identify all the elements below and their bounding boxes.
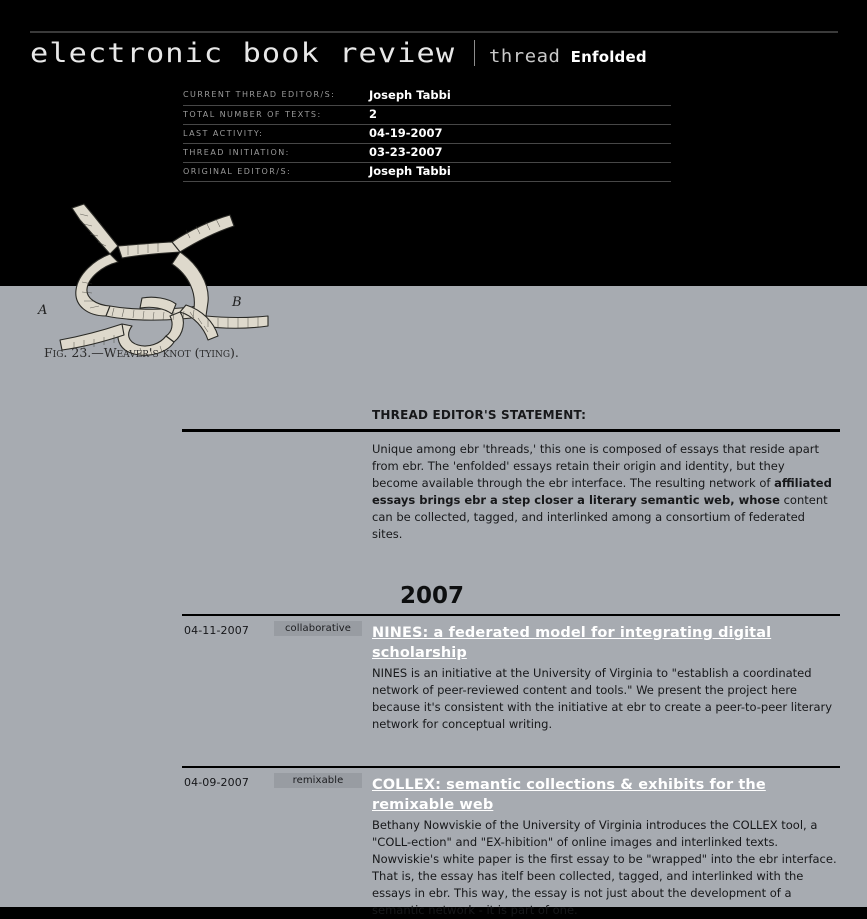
statement-body <box>372 432 832 543</box>
entry-main <box>372 774 840 919</box>
meta-value: 03-23-2007 <box>369 143 671 162</box>
entry-date: 04-09-2007 <box>184 776 249 789</box>
figure-caption: Fig. 23.—Weaver's knot (tying). <box>44 345 239 360</box>
site-logotype[interactable]: electronic book review <box>30 38 456 69</box>
entry-main <box>372 622 840 733</box>
meta-value: 04-19-2007 <box>369 124 671 143</box>
meta-label: TOTAL NUMBER OF TEXTS: <box>183 105 369 124</box>
masthead-divider <box>474 40 475 66</box>
meta-value: Joseph Tabbi <box>369 162 671 181</box>
meta-label: LAST ACTIVITY: <box>183 124 369 143</box>
entry-date: 04-11-2007 <box>184 624 249 637</box>
entry-description: Bethany Nowviskie of the University of Virginia introduces the COLLEX tool, a "COLL-ection" and "EX-hibition" of online images and interlinked texts. Nowviskie's white paper is the first essay to be "wrapped" into the ebr interface. That is, the essay has itelf been collected, tagged, and interlinked with the essays in ebr. This way, the essay is not just about the development of a semantic network - it is part of one. <box>372 818 837 917</box>
entry-tag-label: remixable <box>292 775 344 786</box>
section-kicker: thread <box>488 46 561 67</box>
entry-spacer <box>182 740 840 766</box>
entry-title-link[interactable]: COLLEX: semantic collections & exhibits for the remixable web <box>372 777 766 813</box>
meta-label: THREAD INITIATION: <box>183 143 369 162</box>
entry-title-link[interactable]: NINES: a federated model for integrating digital scholarship <box>372 625 772 661</box>
meta-value: 2 <box>369 105 671 124</box>
statement-text-part2: content can be collected, tagged, and interlinked among a consortium of federated sites. <box>372 493 828 541</box>
table-row <box>183 105 671 124</box>
statement-text-part1: Unique among ebr 'threads,' this one is composed of essays that reside apart from ebr. The 'enfolded' essays retain their origin and identity, but they become available through the ebr interface. The resulting network of <box>372 442 819 490</box>
table-row <box>183 86 671 105</box>
table-row <box>183 162 671 181</box>
entry-description: NINES is an initiative at the University of Virginia to "establish a coordinated network of peer-reviewed content and tools." We present the project here because it's consistent with the initiative at ebr to create a peer-to-peer literary network for conceptual writing. <box>372 666 833 731</box>
masthead-top-rule <box>30 31 838 33</box>
statement-heading: THREAD EDITOR'S STATEMENT: <box>372 408 587 422</box>
list-item[interactable] <box>182 768 840 919</box>
masthead <box>30 36 647 70</box>
figure-label-b: B <box>232 295 242 310</box>
table-row <box>183 124 671 143</box>
table-row <box>183 143 671 162</box>
entry-tag[interactable] <box>274 621 362 636</box>
meta-value: Joseph Tabbi <box>369 86 671 105</box>
thread-name: Enfolded <box>570 48 647 66</box>
thread-metadata-table <box>183 86 671 182</box>
meta-label: CURRENT THREAD EDITOR/S: <box>183 86 369 105</box>
list-item[interactable] <box>182 616 840 740</box>
year-block <box>182 583 840 919</box>
entry-tag-label: collaborative <box>284 623 352 634</box>
year-heading: 2007 <box>400 583 465 609</box>
figure-label-a: A <box>38 303 48 318</box>
meta-label: ORIGINAL EDITOR/S: <box>183 162 369 181</box>
entry-tag[interactable] <box>274 773 362 788</box>
statement-text-bold: affiliated essays brings ebr a step closer a literary semantic web, whose <box>372 476 832 507</box>
content-column <box>182 408 840 919</box>
